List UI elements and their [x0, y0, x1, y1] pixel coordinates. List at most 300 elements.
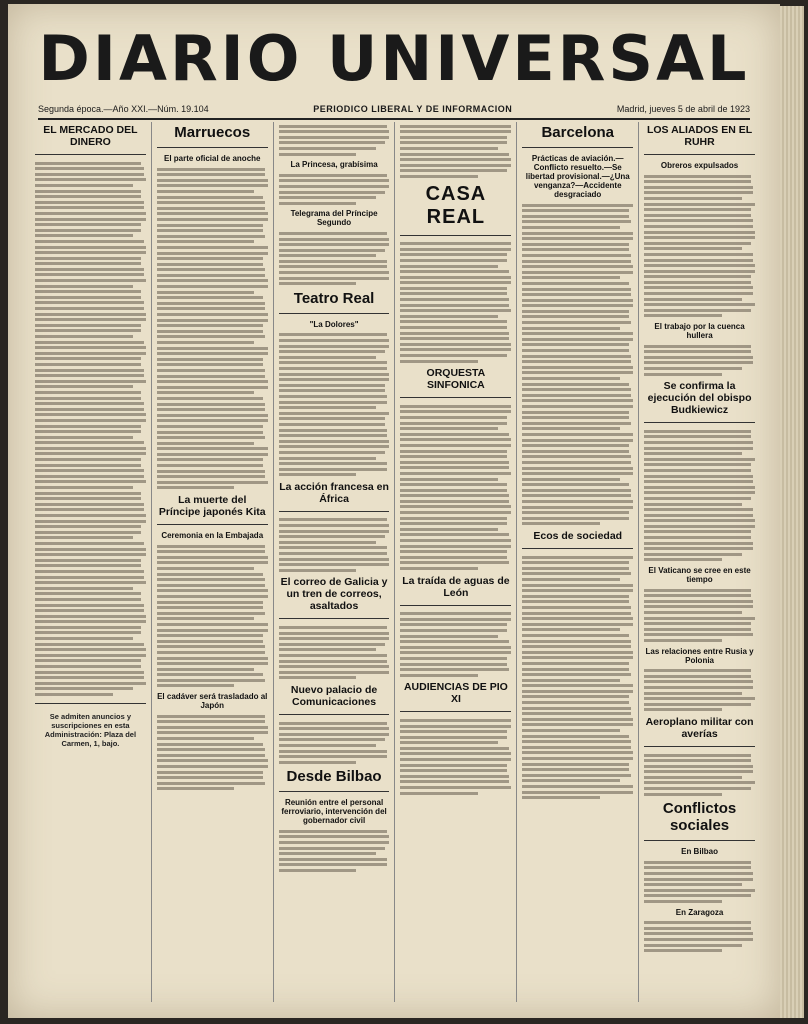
text-line [522, 243, 628, 246]
article-body [279, 516, 390, 575]
text-line [157, 218, 268, 221]
text-line [157, 313, 268, 316]
text-line [35, 570, 144, 573]
text-line [279, 626, 388, 629]
text-line [644, 589, 750, 592]
text-line [35, 391, 141, 394]
article-body [279, 623, 390, 682]
text-line [522, 315, 628, 318]
text-line [400, 517, 506, 520]
text-line [35, 413, 146, 416]
text-line [157, 782, 266, 785]
article-body [644, 667, 755, 714]
text-line [522, 695, 628, 698]
text-line [35, 464, 141, 467]
text-line [157, 640, 263, 643]
text-line [522, 282, 628, 285]
text-line [644, 628, 750, 631]
text-line [279, 744, 377, 747]
text-line [644, 866, 750, 869]
text-line [279, 676, 357, 679]
text-line [400, 736, 506, 739]
divider [279, 618, 390, 619]
text-line [644, 525, 755, 528]
text-line [157, 662, 268, 665]
text-line [400, 489, 506, 492]
text-line [522, 578, 620, 581]
text-line [522, 785, 633, 788]
text-line [35, 290, 141, 293]
text-line [644, 452, 742, 455]
text-line [157, 567, 255, 570]
text-line [644, 475, 753, 478]
text-line [35, 190, 141, 193]
text-line [400, 635, 498, 638]
text-line [157, 190, 255, 193]
text-line [522, 383, 628, 386]
text-line [35, 576, 144, 579]
text-line [400, 752, 511, 755]
text-line [157, 634, 263, 637]
text-line [400, 780, 509, 783]
text-line [279, 738, 385, 741]
divider [157, 147, 268, 148]
article-body [279, 331, 390, 479]
text-line [157, 584, 266, 587]
text-line [644, 497, 750, 500]
text-line [644, 514, 753, 517]
text-line [35, 553, 146, 556]
headline: El trabajo por la cuenca hullera [654, 322, 745, 341]
text-line [400, 332, 509, 335]
text-line [400, 304, 509, 307]
text-line [522, 450, 628, 453]
text-line [35, 626, 141, 629]
text-line [522, 791, 633, 794]
column-4 [395, 122, 517, 1002]
text-line [35, 536, 133, 539]
text-line [157, 556, 268, 559]
text-line [400, 764, 506, 767]
text-line [35, 335, 133, 338]
text-line [644, 367, 742, 370]
divider [400, 397, 511, 398]
text-line [35, 369, 144, 372]
article-body [644, 342, 755, 378]
headline: EL MERCADO DEL DINERO [43, 124, 138, 148]
text-line [157, 612, 266, 615]
text-line [644, 503, 742, 506]
text-line [157, 679, 266, 682]
text-line [400, 309, 511, 312]
text-line [400, 136, 506, 139]
text-line [400, 775, 509, 778]
text-line [522, 405, 633, 408]
text-line [157, 673, 263, 676]
text-line [522, 478, 620, 481]
text-line [400, 326, 506, 329]
text-line [279, 238, 390, 241]
text-line [400, 450, 506, 453]
text-line [35, 430, 141, 433]
text-line [644, 314, 722, 317]
text-line [35, 508, 144, 511]
text-line [400, 725, 511, 728]
text-line [279, 552, 388, 555]
article-body [279, 229, 390, 288]
text-line [400, 433, 509, 436]
text-line [279, 530, 390, 533]
text-line [279, 345, 390, 348]
text-line [522, 204, 633, 207]
text-line [644, 508, 753, 511]
text-line [522, 232, 633, 235]
text-line [400, 175, 478, 178]
text-line [35, 469, 144, 472]
text-line [400, 444, 511, 447]
text-line [35, 458, 141, 461]
text-line [35, 671, 144, 674]
text-line [644, 553, 742, 556]
text-line [35, 581, 146, 584]
article-body [644, 172, 755, 320]
text-line [157, 324, 263, 327]
text-line [400, 153, 509, 156]
text-line [644, 669, 750, 672]
text-line [522, 634, 628, 637]
text-line [522, 651, 633, 654]
text-line [400, 130, 511, 133]
text-line [35, 542, 144, 545]
text-line [644, 259, 753, 262]
text-line [157, 754, 266, 757]
text-line [279, 389, 385, 392]
headline: "La Dolores" [309, 319, 359, 329]
headline: En Zaragoza [675, 907, 724, 917]
divider [522, 147, 633, 148]
text-line [400, 674, 478, 677]
text-line [522, 366, 633, 369]
headline: Se confirma la ejecución del obispo Budkiewicz [647, 380, 752, 417]
text-line [522, 411, 628, 414]
text-line [157, 397, 263, 400]
text-line [522, 226, 620, 229]
text-line [522, 656, 633, 659]
text-line [35, 206, 144, 209]
text-line [279, 473, 357, 476]
text-line [35, 643, 144, 646]
date-line: Madrid, jueves 5 de abril de 1923 [616, 104, 750, 114]
text-line [644, 594, 750, 597]
text-line [279, 339, 390, 342]
text-line [522, 489, 631, 492]
text-line [279, 254, 377, 257]
text-line [279, 535, 385, 538]
text-line [644, 242, 750, 245]
text-line [157, 307, 266, 310]
text-line [279, 440, 390, 443]
text-line [157, 601, 263, 604]
headline: La Princesa, grabísima [290, 160, 378, 170]
text-line [279, 429, 388, 432]
text-line [522, 237, 633, 240]
text-line [157, 561, 268, 564]
text-line [279, 546, 388, 549]
text-line [400, 422, 506, 425]
text-line [522, 746, 631, 749]
text-line [400, 169, 506, 172]
divider [644, 840, 755, 841]
text-line [279, 660, 388, 663]
text-line [157, 246, 268, 249]
text-line [157, 319, 268, 322]
text-line [400, 164, 511, 167]
text-line [279, 356, 377, 359]
text-line [644, 447, 753, 450]
text-line [644, 536, 750, 539]
text-line [35, 357, 141, 360]
text-line [157, 358, 263, 361]
text-line [157, 442, 255, 445]
text-line [644, 697, 755, 700]
text-line [522, 321, 631, 324]
text-line [279, 367, 388, 370]
text-line [279, 423, 385, 426]
text-line [400, 561, 509, 564]
text-line [522, 209, 628, 212]
text-line [644, 600, 753, 603]
text-line [35, 402, 144, 405]
text-line [522, 500, 633, 503]
text-line [644, 480, 753, 483]
headline: Desde Bilbao [286, 768, 382, 786]
text-line [35, 693, 113, 696]
text-line [522, 712, 631, 715]
text-line [157, 486, 235, 489]
headline: Teatro Real [293, 289, 375, 307]
text-line [644, 900, 722, 903]
column-5 [517, 122, 639, 1002]
text-line [400, 281, 511, 284]
text-line [400, 466, 509, 469]
text-line [157, 731, 268, 734]
text-line [279, 750, 388, 753]
divider [644, 746, 755, 747]
text-line [522, 735, 628, 738]
text-line [35, 167, 144, 170]
text-line [279, 462, 388, 465]
text-line [279, 174, 388, 177]
column-1 [30, 122, 152, 1002]
text-line [522, 299, 633, 302]
text-line [35, 240, 144, 243]
text-line [157, 196, 263, 199]
text-line [522, 679, 620, 682]
text-line [35, 497, 141, 500]
headline: Reunión entre el personal ferroviario, intervención del gobernador civil [281, 798, 387, 826]
text-line [644, 675, 750, 678]
text-line [35, 620, 146, 623]
headline: El correo de Galicia y un tren de correos, asaltados [280, 576, 388, 613]
text-line [522, 439, 633, 442]
text-line [157, 668, 255, 671]
text-line [35, 559, 141, 562]
text-line [400, 533, 509, 536]
text-line [157, 330, 263, 333]
text-line [400, 455, 506, 458]
text-line [644, 883, 742, 886]
text-line [522, 662, 628, 665]
column-3 [274, 122, 396, 1002]
text-line [35, 218, 146, 221]
text-line [35, 341, 144, 344]
text-line [35, 251, 146, 254]
text-line [522, 522, 600, 525]
text-line [400, 405, 511, 408]
text-line [279, 632, 390, 635]
text-line [522, 517, 628, 520]
text-line [279, 179, 390, 182]
text-line [644, 264, 755, 267]
text-line [644, 458, 755, 461]
text-line [400, 410, 511, 413]
text-line [644, 373, 722, 376]
headline: Barcelona [541, 124, 614, 141]
text-line [157, 453, 268, 456]
text-line [35, 285, 133, 288]
text-line [157, 550, 266, 553]
text-line [279, 755, 388, 758]
text-line [522, 343, 628, 346]
text-line [400, 354, 506, 357]
headline: Conflictos sociales [662, 800, 737, 835]
text-line [157, 212, 268, 215]
article-body [644, 858, 755, 905]
text-line [157, 545, 266, 548]
text-line [522, 371, 633, 374]
text-line [400, 646, 511, 649]
text-line [644, 298, 742, 301]
headline: LOS ALIADOS EN EL RUHR [646, 124, 753, 148]
text-line [35, 195, 141, 198]
text-line [400, 623, 506, 626]
text-line [279, 648, 377, 651]
text-line [522, 248, 628, 251]
text-line [279, 125, 388, 128]
text-line [35, 234, 133, 237]
text-line [279, 361, 388, 364]
divider [522, 548, 633, 549]
text-line [279, 518, 388, 521]
text-line [35, 609, 144, 612]
text-line [522, 215, 628, 218]
text-line [35, 492, 141, 495]
text-line [400, 427, 498, 430]
text-line [157, 425, 263, 428]
text-line [35, 682, 146, 685]
text-line [522, 584, 633, 587]
text-line [157, 184, 268, 187]
text-line [644, 542, 753, 545]
text-line [279, 558, 390, 561]
text-line [35, 480, 146, 483]
text-line [522, 433, 633, 436]
text-line [400, 567, 478, 570]
divider [400, 605, 511, 606]
text-line [522, 729, 620, 732]
text-line [279, 130, 390, 133]
headline: AUDIENCIAS DE PIO XI [403, 681, 508, 706]
text-line [522, 623, 633, 626]
divider [35, 154, 146, 155]
text-line [157, 207, 266, 210]
headline: El cadáver será trasladado al Japón [157, 692, 268, 711]
text-line [157, 726, 268, 729]
text-line [35, 514, 146, 517]
text-line [279, 185, 390, 188]
text-line [522, 561, 628, 564]
text-line [522, 723, 633, 726]
text-line [400, 438, 511, 441]
text-line [157, 257, 263, 260]
article-body [400, 122, 511, 181]
text-line [157, 447, 268, 450]
text-line [35, 296, 141, 299]
text-line [522, 483, 628, 486]
text-line [279, 863, 388, 866]
text-line [157, 776, 263, 779]
text-line [35, 324, 141, 327]
text-line [35, 246, 146, 249]
text-line [279, 847, 385, 850]
text-line [279, 654, 388, 657]
text-line [157, 629, 268, 632]
text-line [644, 281, 750, 284]
text-line [35, 374, 144, 377]
text-line [644, 921, 750, 924]
text-line [157, 787, 235, 790]
text-line [644, 191, 753, 194]
article-body [644, 751, 755, 798]
text-line [35, 363, 141, 366]
text-line [35, 279, 146, 282]
text-line [400, 298, 509, 301]
page-edge [780, 6, 804, 1018]
text-line [522, 349, 628, 352]
text-line [35, 257, 141, 260]
text-line [157, 578, 266, 581]
headline: CASA REAL [425, 182, 487, 228]
text-line [279, 835, 390, 838]
text-line [400, 505, 511, 508]
headline: Ceremonia en la Embajada [161, 531, 264, 541]
text-line [400, 769, 506, 772]
text-line [522, 444, 628, 447]
text-line [157, 291, 255, 294]
text-line [400, 242, 511, 245]
text-line [157, 737, 255, 740]
text-line [522, 265, 633, 268]
article-body [157, 165, 268, 492]
text-line [157, 391, 255, 394]
text-line [644, 622, 750, 625]
text-line [279, 761, 357, 764]
text-line [644, 361, 753, 364]
text-line [522, 740, 631, 743]
text-line [157, 380, 268, 383]
text-line [522, 355, 631, 358]
text-line [644, 350, 750, 353]
